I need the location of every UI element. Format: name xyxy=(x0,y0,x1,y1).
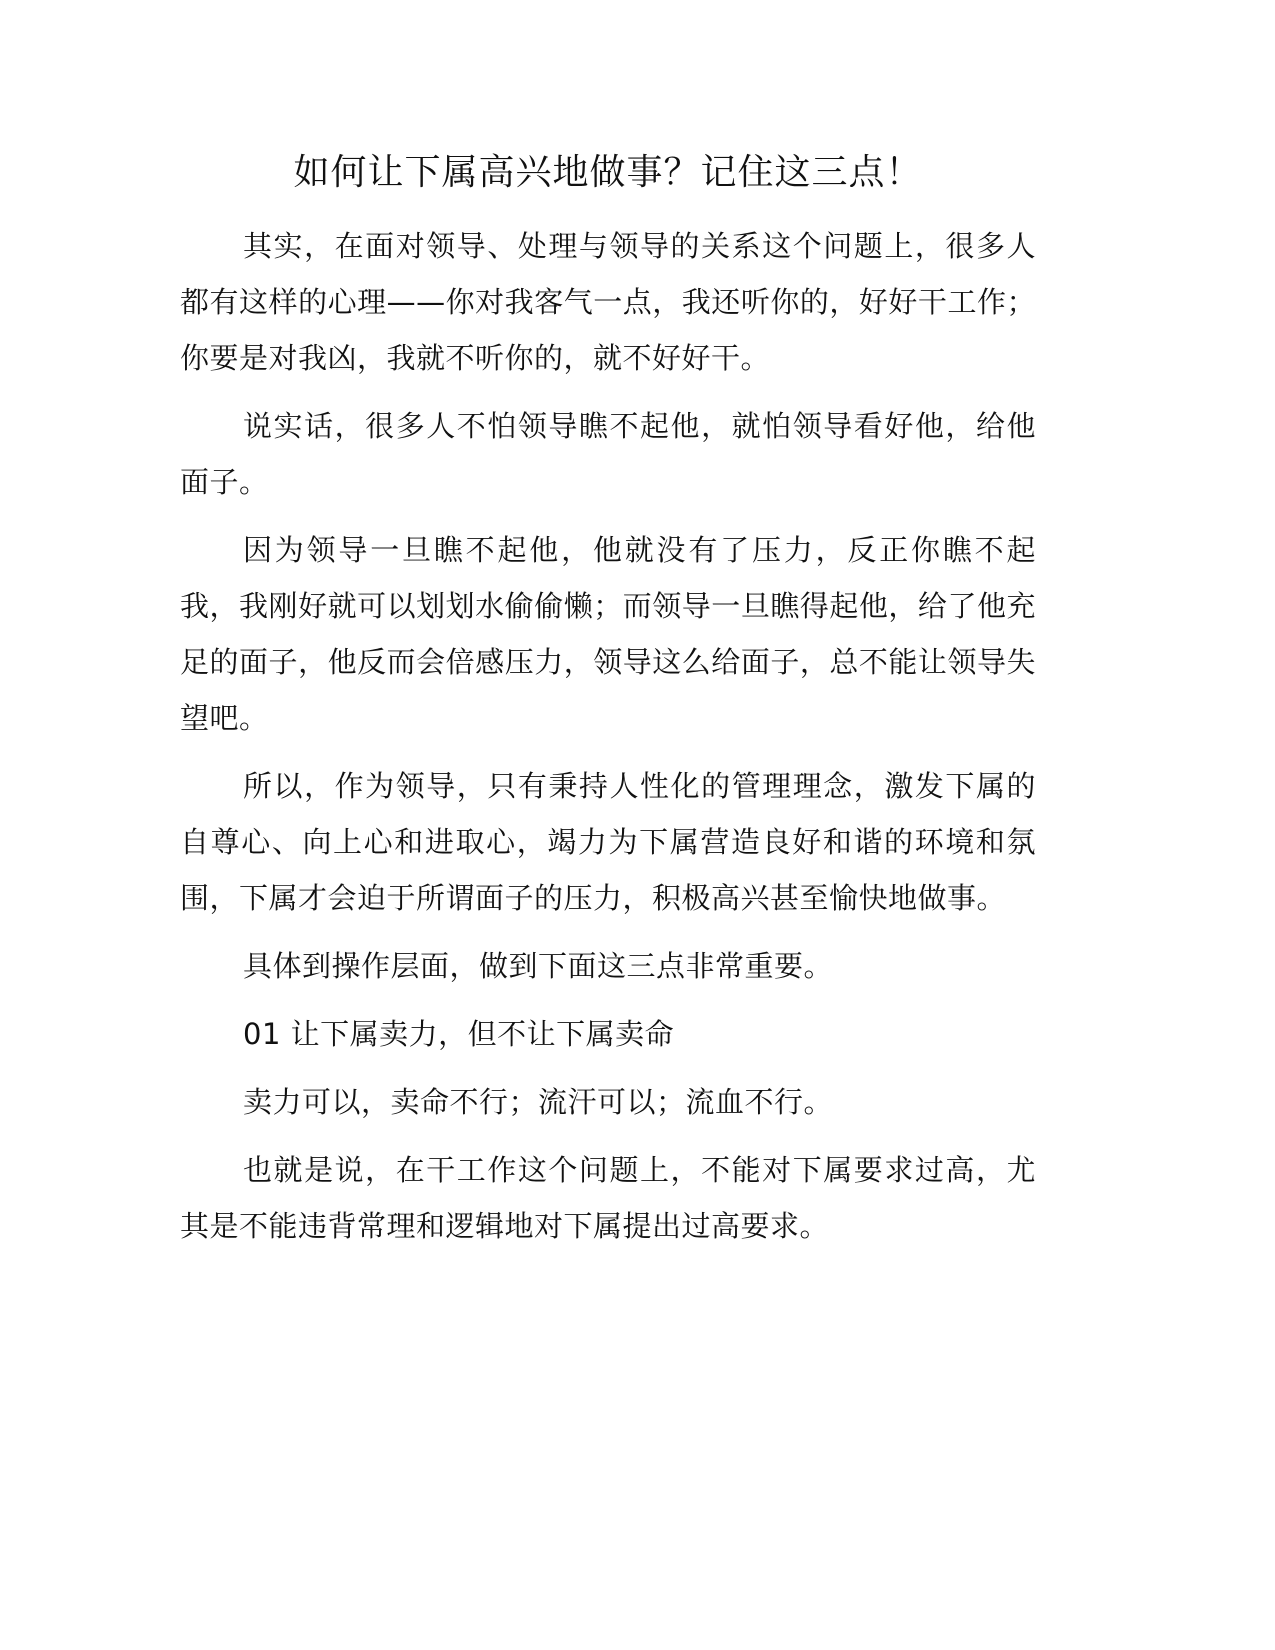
document-title: 如何让下属高兴地做事？记住这三点！ xyxy=(293,152,923,193)
paragraph-5: 具体到操作层面，做到下面这三点非常重要。 xyxy=(243,949,834,983)
document-body xyxy=(180,218,1036,1266)
paragraph-2: 说实话，很多人不怕领导瞧不起他，就怕领导看好他，给他面子。 xyxy=(180,409,1036,499)
paragraph-3: 因为领导一旦瞧不起他，他就没有了压力，反正你瞧不起我，我刚好就可以划划水偷偷懒；而领导一旦瞧得起他，给了他充足的面子，他反而会倍感压力，领导这么给面子，总不能让领导失望吧。 xyxy=(180,533,1036,735)
paragraph-7: 也就是说，在干工作这个问题上，不能对下属要求过高，尤其是不能违背常理和逻辑地对下属提出过高要求。 xyxy=(180,1153,1036,1243)
section-heading-01: 01 让下属卖力，但不让下属卖命 xyxy=(243,1017,675,1051)
paragraph-4: 所以，作为领导，只有秉持人性化的管理理念，激发下属的自尊心、向上心和进取心，竭力为下属营造良好和谐的环境和氛围，下属才会迫于所谓面子的压力，积极高兴甚至愉快地做事。 xyxy=(180,769,1036,915)
paragraph-6: 卖力可以，卖命不行；流汗可以；流血不行。 xyxy=(243,1085,834,1119)
paragraph-1: 其实，在面对领导、处理与领导的关系这个问题上，很多人都有这样的心理——你对我客气一点，我还听你的，好好干工作；你要是对我凶，我就不听你的，就不好好干。 xyxy=(180,229,1036,375)
